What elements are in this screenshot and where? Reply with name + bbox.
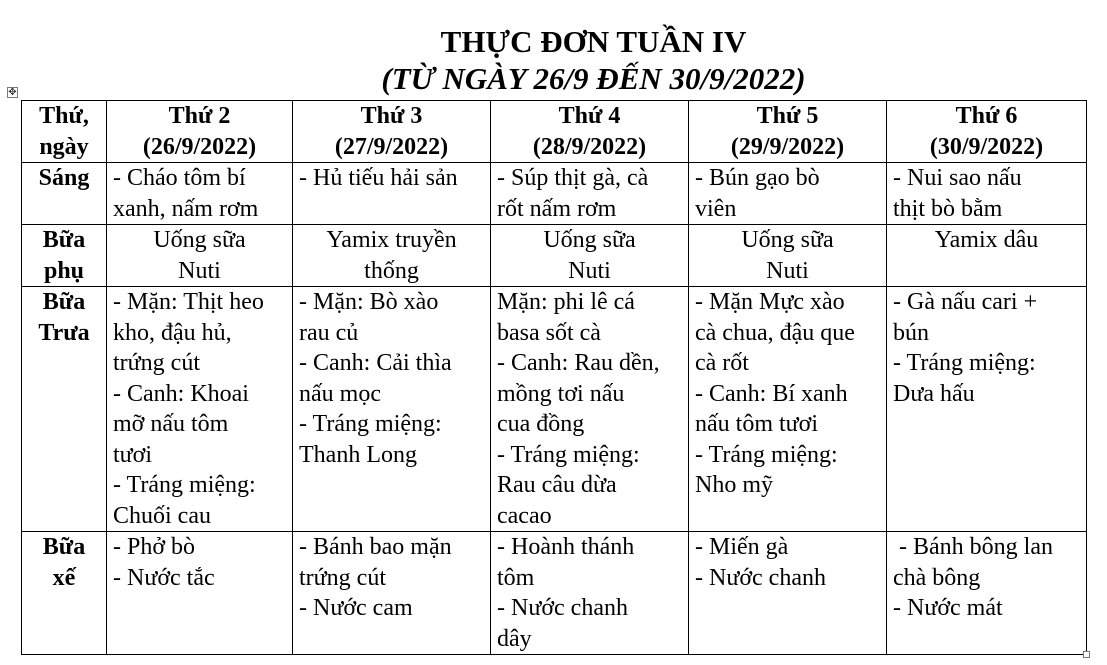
menu-line: - Phở bò (113, 534, 196, 560)
menu-line: - Canh: Khoai (113, 380, 249, 407)
menu-line: tôm (497, 564, 535, 591)
row-label-lunch (22, 287, 107, 532)
menu-line: - Tráng miệng: (497, 441, 640, 468)
menu-cell (107, 532, 293, 655)
header-corner-cell (22, 101, 107, 163)
menu-line: - Nước cam (299, 595, 413, 621)
menu-cell (887, 225, 1087, 287)
menu-line: Dưa hấu (893, 380, 975, 407)
day-date: (26/9/2022) (142, 133, 257, 160)
row-label-breakfast (22, 163, 107, 225)
menu-line: - Mặn: Thịt heo (113, 289, 264, 315)
day-date: (29/9/2022) (730, 133, 845, 160)
menu-line: trứng cút (113, 350, 200, 376)
menu-line: - Nước tắc (113, 564, 215, 591)
menu-line: nấu mọc (299, 380, 381, 407)
header-day-tuesday (293, 101, 491, 163)
lunch-row (22, 287, 1087, 532)
menu-cell (887, 532, 1087, 655)
menu-cell (293, 225, 491, 287)
menu-line: thống (364, 257, 419, 284)
menu-line: - Canh: Rau dền, (497, 350, 660, 376)
day-name: Thứ 3 (360, 103, 423, 129)
day-name: Thứ 2 (168, 103, 231, 129)
menu-line: dây (497, 625, 532, 652)
day-date: (30/9/2022) (929, 133, 1044, 160)
menu-line: rốt nấm rơm (497, 195, 617, 222)
menu-line: - Tráng miệng: (113, 472, 256, 498)
menu-line: - Canh: Cải thìa (299, 350, 452, 376)
day-date: (28/9/2022) (532, 133, 647, 160)
day-name: Thứ 4 (558, 103, 621, 129)
table-resize-handle[interactable] (1083, 651, 1090, 658)
menu-line: chà bông (893, 564, 981, 591)
menu-line: - Nước mát (893, 595, 1003, 621)
menu-line: cua đồng (497, 411, 585, 437)
menu-line: Mặn: phi lê cá (497, 289, 635, 315)
menu-line: tươi (113, 441, 153, 468)
menu-line: Nho mỹ (695, 472, 773, 498)
menu-line: Chuối cau (113, 502, 211, 529)
menu-line: - Tráng miệng: (695, 441, 838, 468)
header-day-monday (107, 101, 293, 163)
menu-cell (293, 287, 491, 532)
menu-line: cà rốt (695, 350, 749, 376)
day-name: Thứ 5 (756, 103, 819, 129)
menu-line: Yamix dâu (934, 227, 1039, 253)
menu-line: viên (695, 195, 737, 222)
row-label-line: Sáng (38, 165, 90, 191)
header-day-thursday (689, 101, 887, 163)
menu-line: - Hủ tiếu hải sản (299, 165, 458, 191)
weekly-menu-table (21, 100, 1087, 655)
menu-cell (491, 532, 689, 655)
menu-line: Nuti (766, 257, 809, 284)
menu-cell (887, 287, 1087, 532)
menu-line: Uống sữa (741, 227, 834, 253)
row-label-snack (22, 225, 107, 287)
menu-cell (491, 287, 689, 532)
menu-line: - Nui sao nấu (893, 165, 1022, 191)
menu-cell (293, 163, 491, 225)
menu-line: - Tráng miệng: (299, 411, 442, 437)
menu-line: xanh, nấm rơm (113, 195, 259, 222)
menu-cell (887, 163, 1087, 225)
header-corner-line: Thứ, (39, 103, 89, 129)
header-row (22, 101, 1087, 163)
menu-line: Nuti (178, 257, 221, 284)
menu-line: bún (893, 319, 929, 346)
menu-line: nấu tôm tươi (695, 411, 819, 437)
menu-cell (689, 287, 887, 532)
menu-line: - Mặn Mực xào (695, 289, 845, 315)
menu-line: - Bánh bông lan (893, 534, 1053, 560)
menu-line: Thanh Long (299, 441, 417, 468)
menu-line: Rau câu dừa (497, 472, 617, 498)
menu-cell (491, 225, 689, 287)
menu-line: - Nước chanh (695, 564, 826, 591)
menu-line: mồng tơi nấu (497, 380, 625, 407)
row-label-line: Bữa (42, 227, 86, 253)
menu-line: Uống sữa (543, 227, 636, 253)
header-day-friday (887, 101, 1087, 163)
row-label-line: Bữa (42, 289, 86, 315)
menu-line: mỡ nấu tôm (113, 411, 229, 437)
menu-line: - Hoành thánh (497, 534, 635, 560)
menu-line: Yamix truyền (326, 227, 457, 253)
menu-line: cà chua, đậu que (695, 319, 855, 346)
menu-date-range: (TỪ NGÀY 26/9 ĐẾN 30/9/2022) (381, 61, 806, 96)
menu-cell (689, 225, 887, 287)
menu-line: cacao (497, 502, 552, 529)
table-move-handle-icon[interactable]: ✥ (8, 87, 17, 98)
menu-cell (107, 287, 293, 532)
menu-line: trứng cút (299, 564, 386, 591)
menu-cell (689, 163, 887, 225)
day-name: Thứ 6 (955, 103, 1018, 129)
menu-title: THỰC ĐƠN TUẦN IV (440, 24, 747, 59)
menu-line: - Mặn: Bò xào (299, 289, 439, 315)
menu-line: basa sốt cà (497, 319, 601, 346)
menu-line: - Súp thịt gà, cà (497, 165, 649, 191)
afternoon-snack-row (22, 532, 1087, 655)
menu-line: kho, đậu hủ, (113, 319, 232, 346)
snack-row (22, 225, 1087, 287)
menu-line: - Cháo tôm bí (113, 165, 246, 191)
menu-line: - Nước chanh (497, 595, 628, 621)
menu-cell (293, 532, 491, 655)
header-corner-line: ngày (39, 133, 89, 160)
menu-cell (107, 163, 293, 225)
menu-cell (107, 225, 293, 287)
breakfast-row (22, 163, 1087, 225)
menu-line: - Miến gà (695, 534, 789, 560)
menu-line: - Bún gạo bò (695, 165, 820, 191)
menu-cell (491, 163, 689, 225)
menu-line: Nuti (568, 257, 611, 284)
row-label-line: Bữa (42, 534, 86, 560)
menu-line: - Canh: Bí xanh (695, 380, 848, 407)
menu-line: - Tráng miệng: (893, 350, 1036, 376)
row-label-line: phụ (43, 257, 85, 284)
menu-line: - Gà nấu cari + (893, 289, 1038, 315)
menu-line: rau củ (299, 319, 359, 346)
row-label-line: Trưa (38, 319, 90, 346)
menu-line: - Bánh bao mặn (299, 534, 452, 560)
header-day-wednesday (491, 101, 689, 163)
row-label-line: xế (52, 564, 76, 591)
row-label-afternoon-snack (22, 532, 107, 655)
menu-line: thịt bò bằm (893, 195, 1003, 222)
menu-line: Uống sữa (153, 227, 246, 253)
menu-cell (689, 532, 887, 655)
day-date: (27/9/2022) (334, 133, 449, 160)
